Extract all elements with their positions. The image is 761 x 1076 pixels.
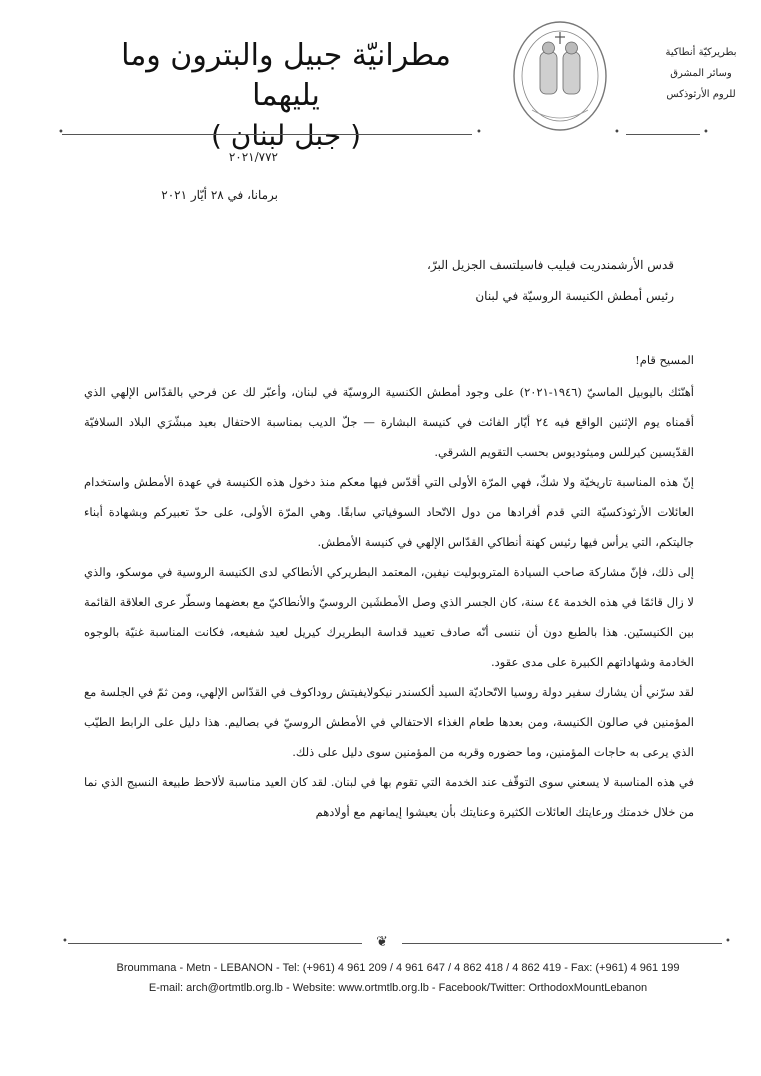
body-paragraph: لقد سرّني أن يشارك سفير دولة روسيا الاتّحاديّة السيد ألكسندر نيكولايفيتش روداكوف في القدّاس الإلهي، ومن ثمّ في الجلسة مع المؤمنين في صالون الكنيسة، ومن بعدها طعام الغذاء الاحتفالي في الأمطش الروسيّ في بصاليم. هذا دليل على الرابط الطيّب الذي يرعى به حاجات المؤمنين، وما حضوره وقربه من المؤمنين سوى دليل على ذلك. — [84, 685, 694, 759]
header-rule-right — [626, 134, 700, 135]
patriarchate-line: للروم الأرثوذكس — [666, 89, 736, 100]
footer-rule-left — [68, 943, 362, 944]
rule-dot: • — [476, 127, 482, 138]
patriarchate-line: بطريركيّة أنطاكية — [665, 47, 737, 58]
patriarchate-line: وسائر المشرق — [670, 68, 732, 79]
addressee-name: قدس الأرشمندريت فيليب فاسيلتسف الجزيل البرّ، — [427, 258, 674, 272]
letter-body — [84, 345, 694, 827]
header-rule-left — [62, 134, 472, 135]
rule-dot: • — [703, 127, 709, 138]
addressee-title: رئيس أمطش الكنيسة الروسيّة في لبنان — [475, 289, 674, 303]
diocese-title-line2: ( جبل لبنان ) — [210, 119, 362, 152]
rule-dot: • — [58, 127, 64, 138]
rule-dot: • — [614, 127, 620, 138]
addressee-block — [300, 250, 674, 312]
greeting: المسيح قام! — [635, 353, 694, 367]
footer-address-line: Broummana - Metn - LEBANON - Tel: (+961) 4 961 209 / 4 961 647 / 4 862 418 / 4 862 419 - Fax: (+961) 4 961 199 — [116, 962, 680, 974]
body-paragraph: إلى ذلك، فإنّ مشاركة صاحب السيادة المتروبوليت نيفين، المعتمد البطريركي الأنطاكي لدى الكنيسة الروسية في موسكو، والذي لا زال قائمًا في هذه الخدمة ٤٤ سنة، كان الجسر الذي وصل الأمطشَين الروسيّ والأنطاكيّ مع بعضهما وسطّر عرى العلاقة القائمة بين الكنيستَين. هذا بالطبع دون أن ننسى أنّه صادف تعييد قداسة البطريرك كيريل لعيد شفيعه، فكانت المناسبة غنيّة بالوجوه الخادمة وشهاداتهم الكبيرة على مدى عقود. — [84, 565, 694, 669]
body-paragraph: إنّ هذه المناسبة تاريخيّة ولا شكّ، فهي المرّة الأولى التي أقدّس فيها معكم منذ دخول هذه الكنيسة في عهدة الأمطش واستخدام العائلات الأرثوذكسيّة التي قدم أفرادها من دول الاتّحاد السوفياتي سابقًا. وهي المرّة الأولى، على حدّ تعبيركم وبشهادة أبناء جاليتكم، التي يرأس فيها رئيس كهنة أنطاكي القدّاس الإلهي في كنيسة الأمطش. — [84, 475, 694, 549]
diocese-title — [96, 36, 476, 156]
patriarchate-label — [651, 42, 751, 105]
diocese-seal-icon — [510, 18, 610, 136]
reference-number: ٢٠٢١/٧٧٢ — [228, 150, 278, 164]
diocese-title-line1: مطرانيّة جبيل والبترون وما يليهما — [121, 38, 451, 113]
footer-rule-right — [402, 943, 722, 944]
body-paragraph: أهنّئك باليوبيل الماسيّ (١٩٤٦-٢٠٢١) على وجود أمطش الكنسية الروسيّة في لبنان، وأعبّر لك عن فرحي بالقدّاس الإلهي الذي أقمناه يوم الإثنين الواقع فيه ٢٤ أيّار الفائت في كنيسة البشارة — جلّ الديب بمناسبة الاحتفال بعيد مبشّرَي البلاد السلافيّة القدّيسين كيرللس وميثوديوس بحسب التقويم الشرقي. — [84, 385, 694, 459]
rule-dot: • — [725, 936, 731, 947]
body-paragraph: في هذه المناسبة لا يسعني سوى التوقّف عند الخدمة التي تقوم بها في لبنان. لقد كان العيد مناسبة لألاحظ طبيعة النسيج الذي نما من خلال خدمتك ورعايتك العائلات الكثيرة وعنايتك بأن يعيشوا إيمانهم مع أولادهم — [84, 775, 694, 819]
footer-contact-line: E-mail: arch@ortmtlb.org.lb - Website: www.ortmtlb.org.lb - Facebook/Twitter: OrthodoxMountLebanon — [148, 982, 648, 994]
footer-contact — [88, 958, 708, 998]
letter-date: برمانا، في ٢٨ أيّار ٢٠٢١ — [161, 188, 278, 202]
footer-ornament-icon: ❦ — [376, 934, 388, 950]
rule-dot: • — [62, 936, 68, 947]
